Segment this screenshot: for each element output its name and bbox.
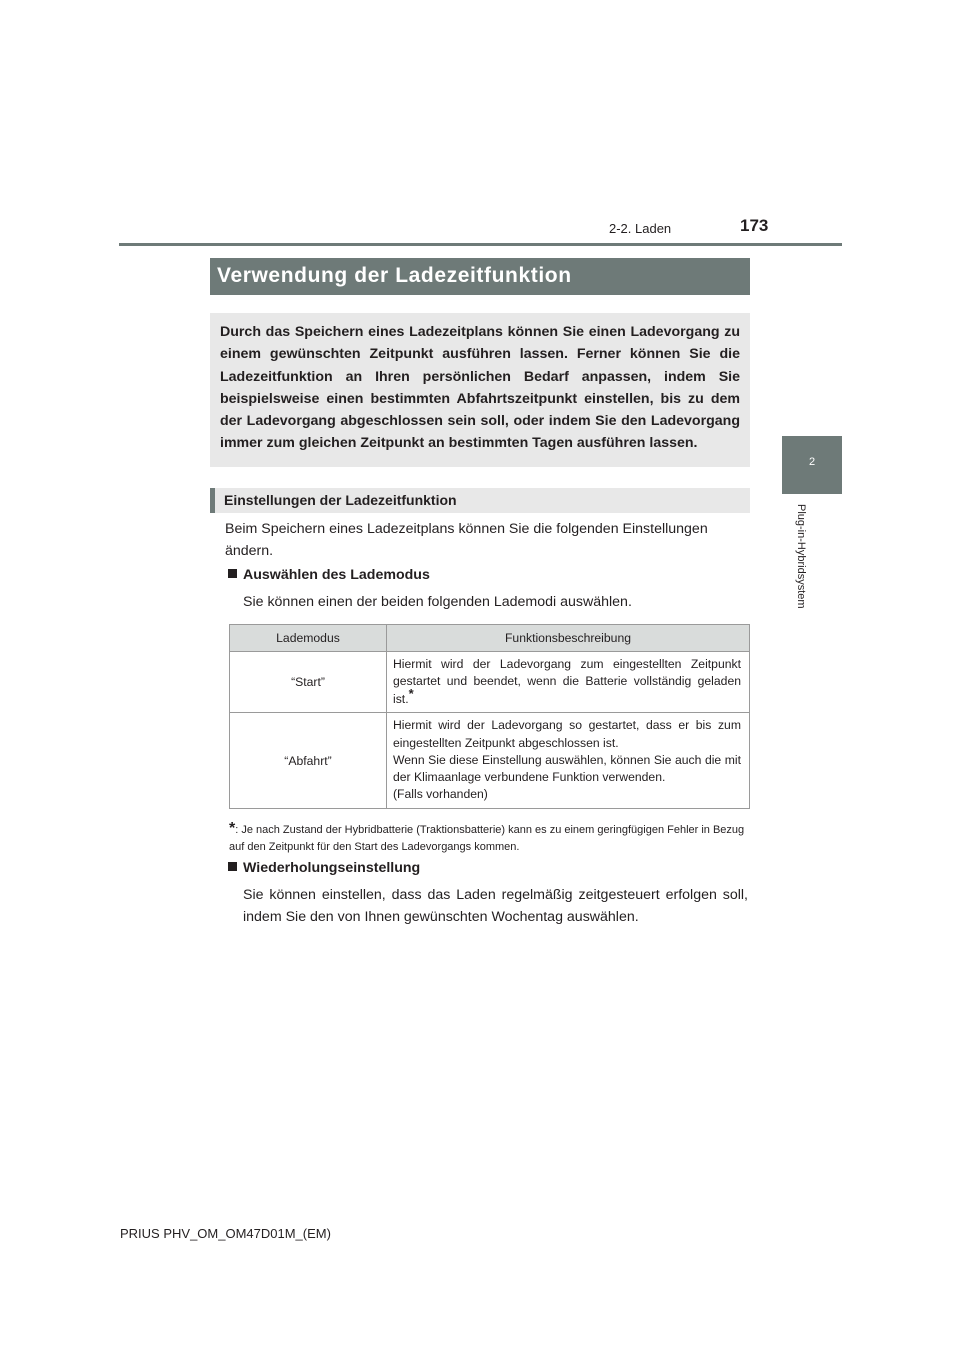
page-number: 173 (740, 216, 769, 235)
footnote-text: : Je nach Zustand der Hybridbatterie (Traktionsbatterie) kann es zu einem geringfügigen Fehler in Bezug auf den Zeitpunkt für den Start des Ladevorgangs kommen. (229, 824, 745, 853)
mode-heading (228, 567, 430, 583)
bullet-square-icon (228, 569, 237, 578)
bullet-square-icon (228, 862, 237, 871)
footnote (229, 820, 749, 856)
mode-text: Sie können einen der beiden folgenden Lademodi auswählen. (243, 594, 632, 610)
chapter-label: Plug-in-Hybridsystem (795, 504, 807, 609)
intro-box (210, 313, 750, 467)
subsection-title: Einstellungen der Ladezeitfunktion (210, 488, 750, 513)
table-header-row (230, 625, 750, 652)
lademodus-table (229, 624, 750, 809)
header-divider (119, 243, 842, 246)
mode-heading-text: Auswählen des Lademodus (243, 567, 430, 583)
repeat-heading-text: Wiederholungseinstellung (243, 860, 421, 876)
description-text: (Falls vorhanden) (393, 787, 488, 802)
mode-cell: “Abfahrt” (230, 713, 387, 809)
mode-cell: “Start” (230, 652, 387, 713)
table-header-description: Funktionsbeschreibung (387, 625, 750, 652)
description-text: Hiermit wird der Ladevorgang so gestartet, dass er bis zum eingestellten Zeitpunkt abgeschlossen ist. (393, 718, 741, 750)
chapter-number: 2 (808, 456, 816, 468)
page-title: Verwendung der Ladezeitfunktion (210, 258, 750, 295)
table-row (230, 652, 750, 713)
section-label: 2-2. Laden (609, 221, 672, 236)
table-row (230, 713, 750, 809)
intro-text: Durch das Speichern eines Ladezeitplans können Sie einen Ladevorgang zu einem gewünschten Zeitpunkt ausführen lassen. Ferner können Sie die Ladezeitfunktion an Ihren persönlichen Bedarf anpassen, indem Sie beispielsweise einen bestimmten Abfahrtszeitpunkt einstellen, bis zu dem der Ladevorgang abgeschlossen sein soll, oder indem Sie den Ladevorgang immer zum gleichen Zeitpunkt an bestimmten Tagen ausführen lassen. (220, 324, 740, 452)
chapter-tab (782, 436, 842, 494)
repeat-text: Sie können einstellen, dass das Laden regelmäßig zeitgesteuert erfolgen soll, indem Sie den von Ihnen gewünschten Wochentag auswählen. (243, 887, 748, 925)
table-header-mode: Lademodus (230, 625, 387, 652)
description-text: Hiermit wird der Ladevorgang zum eingestellten Zeitpunkt gestartet und beendet, wenn die Batterie vollständig geladen ist. (393, 657, 741, 706)
document-code: PRIUS PHV_OM_OM47D01M_(EM) (120, 1226, 331, 1241)
subsection-intro: Beim Speichern eines Ladezeitplans können Sie die folgenden Einstellungen ändern. (225, 521, 708, 559)
footnote-marker: * (408, 685, 414, 701)
description-cell (387, 652, 750, 713)
footnote-marker: * (229, 820, 236, 837)
repeat-heading (228, 860, 420, 876)
description-cell (387, 713, 750, 809)
description-text: Wenn Sie diese Einstellung auswählen, können Sie auch die mit der Klimaanlage verbundene Funktion verwenden. (393, 752, 741, 785)
